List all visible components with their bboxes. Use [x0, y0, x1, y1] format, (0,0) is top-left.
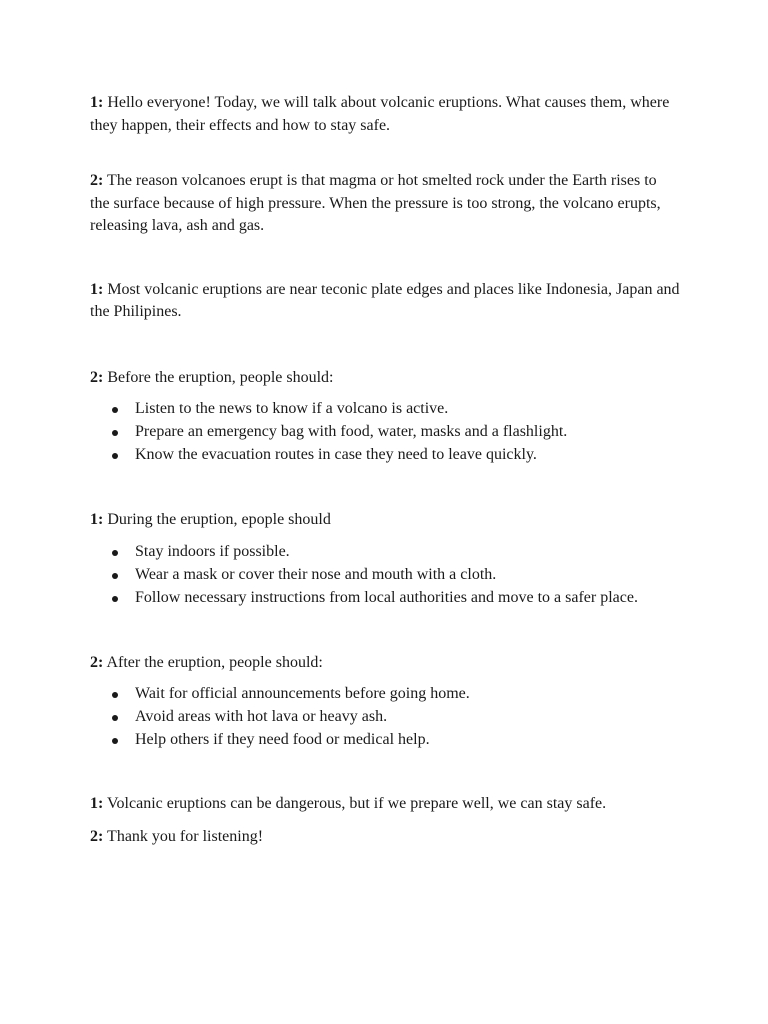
list-item-text: Know the evacuation routes in case they need to leave quickly. [135, 446, 537, 463]
list-item-text: Wear a mask or cover their nose and mouth with a cloth. [135, 566, 497, 583]
after-eruption-list [90, 683, 680, 752]
speaker-label: 2: [90, 368, 104, 386]
dialogue-paragraph [90, 652, 680, 675]
speaker-label: 2: [90, 172, 104, 189]
dialogue-paragraph [90, 367, 680, 390]
bullet-icon [112, 430, 118, 436]
bullet-icon [112, 715, 118, 721]
dialogue-paragraph [90, 279, 680, 324]
list-item-text: Stay indoors if possible. [135, 543, 290, 560]
list-item-text: Follow necessary instructions from local authorities and move to a safer place. [135, 589, 638, 606]
list-item [90, 564, 680, 587]
speaker-label: 1: [90, 510, 104, 528]
bullet-icon [112, 596, 118, 602]
paragraph-text: After the eruption, people should: [106, 653, 323, 671]
list-item [90, 729, 680, 752]
dialogue-paragraph [90, 826, 680, 849]
list-item-text: Help others if they need food or medical help. [135, 731, 430, 748]
bullet-icon [112, 573, 118, 579]
speaker-label: 1: [90, 280, 104, 298]
dialogue-paragraph [90, 793, 680, 816]
paragraph-text: Thank you for listening! [107, 828, 264, 845]
bullet-icon [112, 692, 118, 698]
bullet-icon [112, 550, 118, 556]
dialogue-paragraph [90, 509, 680, 532]
paragraph-text: Hello everyone! Today, we will talk about volcanic eruptions. What causes them, where they happen, their effects and how to stay safe. [90, 94, 670, 134]
list-item-text: Listen to the news to know if a volcano is active. [135, 400, 449, 417]
bullet-icon [112, 738, 118, 744]
paragraph-text: During the eruption, epople should [107, 510, 331, 528]
list-item [90, 541, 680, 564]
paragraph-text: Most volcanic eruptions are near teconic plate edges and places like Indonesia, Japan and the Philipines. [90, 280, 680, 320]
list-item [90, 398, 680, 421]
bullet-icon [112, 407, 118, 413]
dialogue-paragraph [90, 170, 680, 238]
list-item-text: Prepare an emergency bag with food, water, masks and a flashlight. [135, 423, 568, 440]
list-item-text: Avoid areas with hot lava or heavy ash. [135, 708, 388, 725]
paragraph-text: The reason volcanoes erupt is that magma or hot smelted rock under the Earth rises to the surface because of high pressure. When the pressure is too strong, the volcano erupts, releasing lava, ash and gas. [90, 172, 661, 234]
speaker-label: 2: [90, 828, 104, 845]
dialogue-paragraph [90, 92, 680, 137]
list-item [90, 421, 680, 444]
paragraph-text: Volcanic eruptions can be dangerous, but if we prepare well, we can stay safe. [107, 794, 607, 812]
speaker-label: 2: [90, 653, 104, 671]
list-item-text: Wait for official announcements before going home. [135, 685, 470, 702]
bullet-icon [112, 453, 118, 459]
list-item [90, 587, 680, 610]
list-item [90, 706, 680, 729]
list-item [90, 444, 680, 467]
document-page [90, 92, 680, 849]
before-eruption-list [90, 398, 680, 467]
list-item [90, 683, 680, 706]
during-eruption-list [90, 541, 680, 610]
paragraph-text: Before the eruption, people should: [107, 368, 334, 386]
speaker-label: 1: [90, 794, 104, 812]
speaker-label: 1: [90, 94, 104, 111]
